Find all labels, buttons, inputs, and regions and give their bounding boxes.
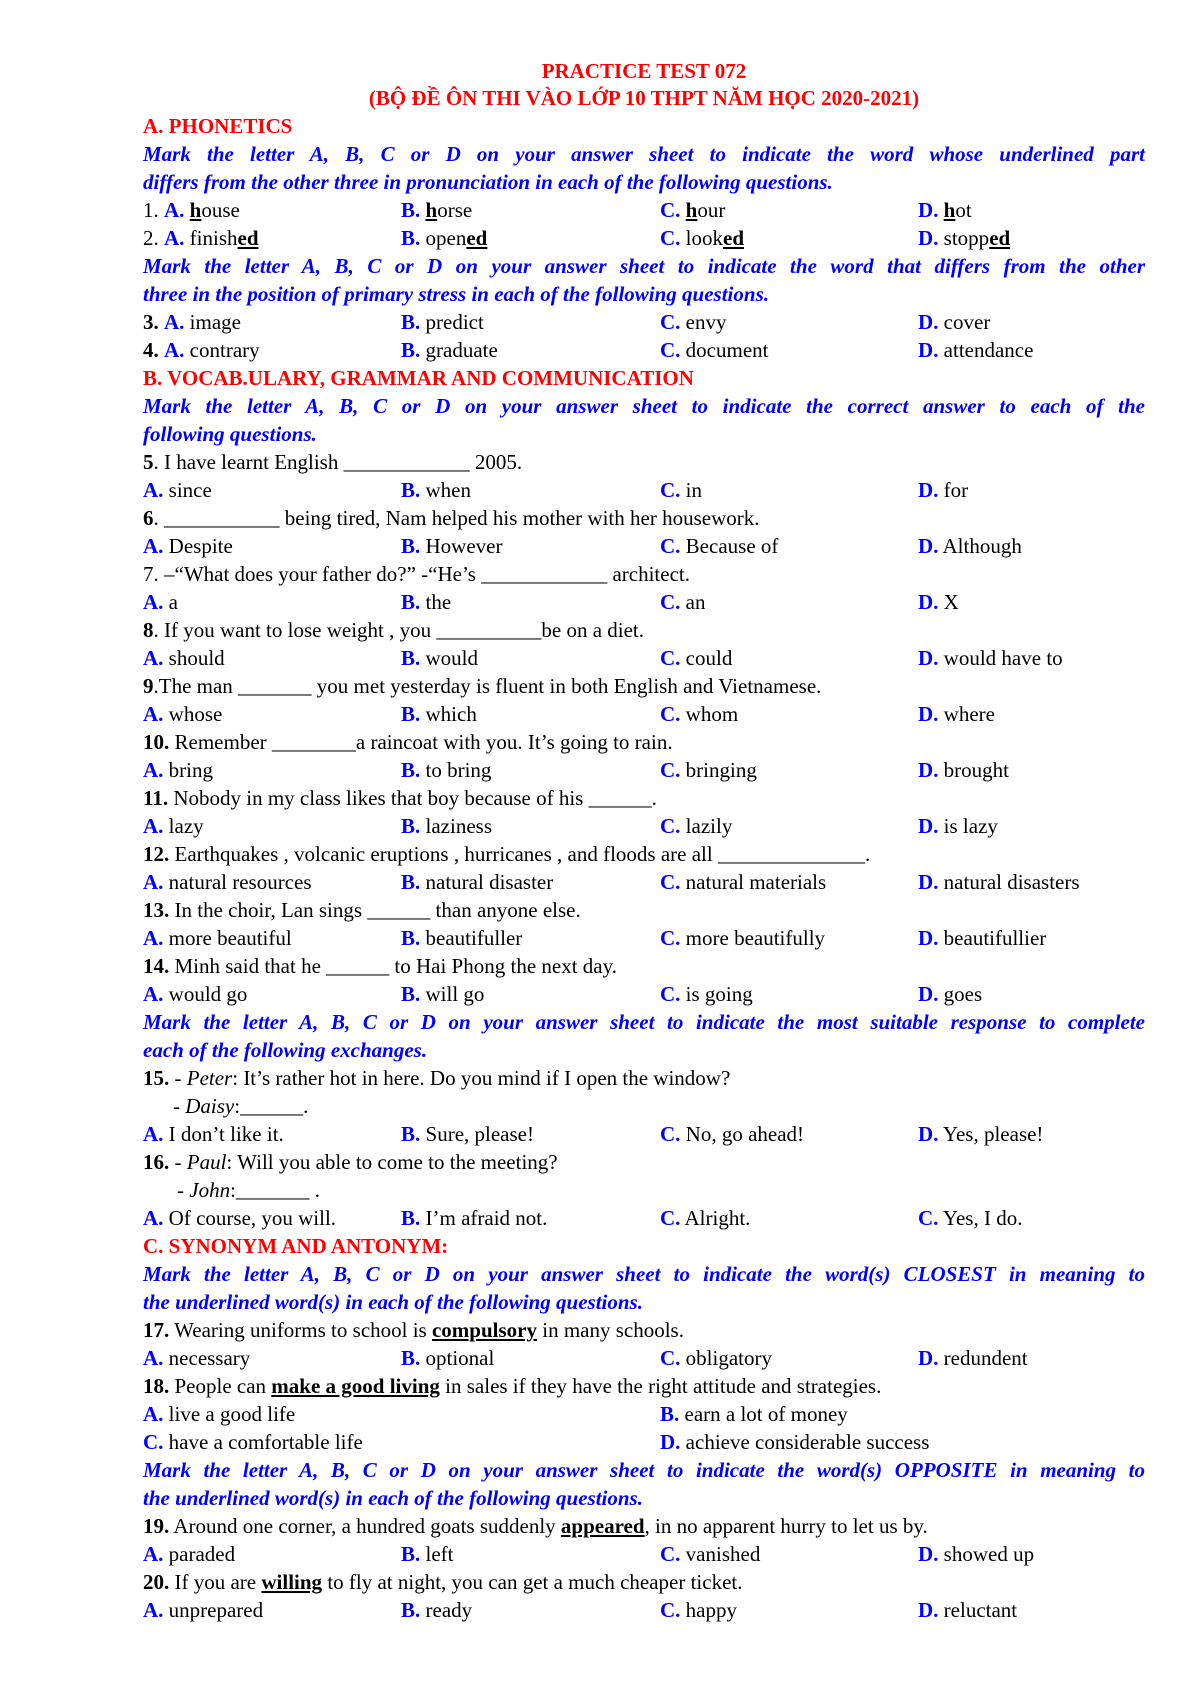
- q10-option-d[interactable]: D. brought: [918, 758, 1009, 782]
- test-subtitle: (BỘ ĐỀ ÔN THI VÀO LỚP 10 THPT NĂM HỌC 2020-2021): [368, 86, 920, 110]
- instruction-synonym: Mark the letter A, B, C or D on your answer sheet to indicate the word(s) CLOSEST in meaning to the underlined word(s) in each of the following questions.: [143, 1262, 1145, 1314]
- q1-option-a[interactable]: 1. A. house: [143, 198, 240, 222]
- q11-option-d[interactable]: D. is lazy: [918, 814, 998, 838]
- question-8-stem: 8. If you want to lose weight , you __________be on a diet.: [143, 618, 645, 642]
- question-14-stem: 14. Minh said that he ______ to Hai Phong the next day.: [143, 954, 617, 978]
- question-19-stem: 19. Around one corner, a hundred goats suddenly appeared, in no apparent hurry to let us by.: [143, 1514, 928, 1538]
- q16-option-a[interactable]: A. Of course, you will.: [143, 1206, 337, 1230]
- q6-option-b[interactable]: B. However: [401, 534, 503, 558]
- instruction-communication: Mark the letter A, B, C or D on your answer sheet to indicate the most suitable response to complete each of the following exchanges.: [143, 1010, 1145, 1062]
- question-6-options: [143, 532, 1145, 560]
- q2-option-b[interactable]: B. opened: [401, 226, 488, 250]
- q6-option-a[interactable]: A. Despite: [143, 534, 233, 558]
- q9-option-c[interactable]: C. whom: [660, 702, 739, 726]
- q18-option-a[interactable]: A. live a good life: [143, 1402, 296, 1426]
- question-13-options: [143, 924, 1145, 952]
- question-2: [143, 224, 1145, 252]
- question-10-options: [143, 756, 1145, 784]
- q8-option-a[interactable]: A. should: [143, 646, 225, 670]
- question-17-options: [143, 1344, 1145, 1372]
- q10-option-b[interactable]: B. to bring: [401, 758, 492, 782]
- q17-option-d[interactable]: D. redundent: [918, 1346, 1028, 1370]
- q3-option-c[interactable]: C. envy: [660, 310, 727, 334]
- question-9-stem: 9.The man _______ you met yesterday is fluent in both English and Vietnamese.: [143, 674, 822, 698]
- question-20-stem: 20. If you are willing to fly at night, you can get a much cheaper ticket.: [143, 1570, 743, 1594]
- q1-option-c[interactable]: C. hour: [660, 198, 726, 222]
- q4-option-c[interactable]: C. document: [660, 338, 769, 362]
- q5-option-b[interactable]: B. when: [401, 478, 472, 502]
- q2-option-d[interactable]: D. stopped: [918, 226, 1011, 250]
- question-5-options: [143, 476, 1145, 504]
- q20-option-c[interactable]: C. happy: [660, 1598, 737, 1622]
- q17-option-b[interactable]: B. optional: [401, 1346, 495, 1370]
- q4-option-b[interactable]: B. graduate: [401, 338, 498, 362]
- question-11-options: [143, 812, 1145, 840]
- q16-option-b[interactable]: B. I’m afraid not.: [401, 1206, 548, 1230]
- question-13-stem: 13. In the choir, Lan sings ______ than anyone else.: [143, 898, 581, 922]
- question-7-options: [143, 588, 1145, 616]
- q12-option-c[interactable]: C. natural materials: [660, 870, 827, 894]
- question-8-options: [143, 644, 1145, 672]
- question-18-options-ab: [143, 1400, 1145, 1428]
- question-9-options: [143, 700, 1145, 728]
- question-4: [143, 336, 1145, 364]
- q14-option-d[interactable]: D. goes: [918, 982, 983, 1006]
- q12-option-b[interactable]: B. natural disaster: [401, 870, 554, 894]
- q7-option-b[interactable]: B. the: [401, 590, 452, 614]
- q19-option-d[interactable]: D. showed up: [918, 1542, 1035, 1566]
- q5-option-a[interactable]: A. since: [143, 478, 212, 502]
- q8-option-b[interactable]: B. would: [401, 646, 479, 670]
- q2-option-a[interactable]: 2. A. finished: [143, 226, 259, 250]
- q2-option-c[interactable]: C. looked: [660, 226, 745, 250]
- question-3: [143, 308, 1145, 336]
- instruction-grammar: Mark the letter A, B, C or D on your answer sheet to indicate the correct answer to each of the following questions.: [143, 394, 1145, 446]
- q12-option-d[interactable]: D. natural disasters: [918, 870, 1080, 894]
- q6-option-d[interactable]: D. Although: [918, 534, 1022, 558]
- q18-option-d[interactable]: D. achieve considerable success: [660, 1430, 930, 1454]
- q17-option-a[interactable]: A. necessary: [143, 1346, 251, 1370]
- question-18-stem: 18. People can make a good living in sales if they have the right attitude and strategies.: [143, 1374, 882, 1398]
- q20-option-b[interactable]: B. ready: [401, 1598, 473, 1622]
- question-5-stem: 5. I have learnt English ____________ 2005.: [143, 450, 523, 474]
- question-19-options: [143, 1540, 1145, 1568]
- q16-option-c[interactable]: C. Alright.: [660, 1206, 751, 1230]
- test-title: PRACTICE TEST 072: [541, 59, 747, 83]
- instruction-antonym: Mark the letter A, B, C or D on your answer sheet to indicate the word(s) OPPOSITE in meaning to the underlined word(s) in each of the following questions.: [143, 1458, 1145, 1510]
- q17-option-c[interactable]: C. obligatory: [660, 1346, 772, 1370]
- q4-option-a[interactable]: 4. A. contrary: [143, 338, 260, 362]
- q7-option-c[interactable]: C. an: [660, 590, 706, 614]
- question-14-options: [143, 980, 1145, 1008]
- q9-option-a[interactable]: A. whose: [143, 702, 223, 726]
- q11-option-c[interactable]: C. lazily: [660, 814, 733, 838]
- q10-option-a[interactable]: A. bring: [143, 758, 213, 782]
- question-16-stem: 16. - Paul: Will you able to come to the meeting?: [143, 1150, 558, 1174]
- q3-option-a[interactable]: 3. A. image: [143, 310, 241, 334]
- q15-option-c[interactable]: C. No, go ahead!: [660, 1122, 805, 1146]
- question-12-stem: 12. Earthquakes , volcanic eruptions , hurricanes , and floods are all ______________.: [143, 842, 871, 866]
- question-10-stem: 10. Remember ________a raincoat with you. It’s going to rain.: [143, 730, 673, 754]
- q19-option-b[interactable]: B. left: [401, 1542, 454, 1566]
- q1-option-b[interactable]: B. horse: [401, 198, 473, 222]
- q18-option-c[interactable]: C. have a comfortable life: [143, 1430, 363, 1454]
- q20-option-a[interactable]: A. unprepared: [143, 1598, 264, 1622]
- document-page: [143, 58, 1145, 1624]
- q15-option-a[interactable]: A. I don’t like it.: [143, 1122, 284, 1146]
- q12-option-a[interactable]: A. natural resources: [143, 870, 312, 894]
- q7-option-d[interactable]: D. X: [918, 590, 959, 614]
- question-6-stem: 6. ___________ being tired, Nam helped his mother with her housework.: [143, 506, 760, 530]
- q13-option-a[interactable]: A. more beautiful: [143, 926, 292, 950]
- question-16-reply: - John:_______ .: [177, 1178, 320, 1202]
- question-11-stem: 11. Nobody in my class likes that boy because of his ______.: [143, 786, 657, 810]
- q8-option-d[interactable]: D. would have to: [918, 646, 1063, 670]
- q15-option-b[interactable]: B. Sure, please!: [401, 1122, 534, 1146]
- question-18-options-cd: [143, 1428, 1145, 1456]
- q19-option-a[interactable]: A. paraded: [143, 1542, 236, 1566]
- q13-option-d[interactable]: D. beautifullier: [918, 926, 1047, 950]
- question-20-options: [143, 1596, 1145, 1624]
- q3-option-b[interactable]: B. predict: [401, 310, 484, 334]
- q11-option-b[interactable]: B. laziness: [401, 814, 492, 838]
- question-15-options: [143, 1120, 1145, 1148]
- q3-option-d[interactable]: D. cover: [918, 310, 991, 334]
- q14-option-b[interactable]: B. will go: [401, 982, 485, 1006]
- q9-option-d[interactable]: D. where: [918, 702, 995, 726]
- q1-option-d[interactable]: D. hot: [918, 198, 972, 222]
- question-15-reply: - Daisy:______.: [173, 1094, 309, 1118]
- question-16-options: [143, 1204, 1145, 1232]
- q20-option-d[interactable]: D. reluctant: [918, 1598, 1018, 1622]
- section-a-heading: A. PHONETICS: [143, 114, 293, 138]
- instruction-phonetics-stress: Mark the letter A, B, C or D on your answer sheet to indicate the word that differs from the other three in the position of primary stress in each of the following questions.: [143, 254, 1145, 306]
- q16-option-d[interactable]: C. Yes, I do.: [918, 1206, 1023, 1230]
- q5-option-d[interactable]: D. for: [918, 478, 969, 502]
- q11-option-a[interactable]: A. lazy: [143, 814, 204, 838]
- section-c-heading: C. SYNONYM AND ANTONYM:: [143, 1234, 449, 1258]
- q18-option-b[interactable]: B. earn a lot of money: [660, 1402, 848, 1426]
- q19-option-c[interactable]: C. vanished: [660, 1542, 761, 1566]
- question-12-options: [143, 868, 1145, 896]
- instruction-phonetics-pronunciation: Mark the letter A, B, C or D on your answer sheet to indicate the word whose underlined part differs from the other three in pronunciation in each of the following questions.: [143, 142, 1145, 194]
- q14-option-c[interactable]: C. is going: [660, 982, 753, 1006]
- q5-option-c[interactable]: C. in: [660, 478, 703, 502]
- q13-option-b[interactable]: B. beautifuller: [401, 926, 523, 950]
- question-7-stem: 7. –“What does your father do?” -“He’s ____________ architect.: [143, 562, 690, 586]
- q9-option-b[interactable]: B. which: [401, 702, 477, 726]
- question-15-stem: 15. - Peter: It’s rather hot in here. Do you mind if I open the window?: [143, 1066, 731, 1090]
- q14-option-a[interactable]: A. would go: [143, 982, 248, 1006]
- q13-option-c[interactable]: C. more beautifully: [660, 926, 826, 950]
- section-b-heading: B. VOCAB.ULARY, GRAMMAR AND COMMUNICATION: [143, 366, 694, 390]
- q4-option-d[interactable]: D. attendance: [918, 338, 1034, 362]
- q6-option-c[interactable]: C. Because of: [660, 534, 779, 558]
- question-1: [143, 196, 1145, 224]
- q15-option-d[interactable]: D. Yes, please!: [918, 1122, 1044, 1146]
- question-17-stem: 17. Wearing uniforms to school is compulsory in many schools.: [143, 1318, 684, 1342]
- q8-option-c[interactable]: C. could: [660, 646, 733, 670]
- q7-option-a[interactable]: A. a: [143, 590, 178, 614]
- q10-option-c[interactable]: C. bringing: [660, 758, 757, 782]
